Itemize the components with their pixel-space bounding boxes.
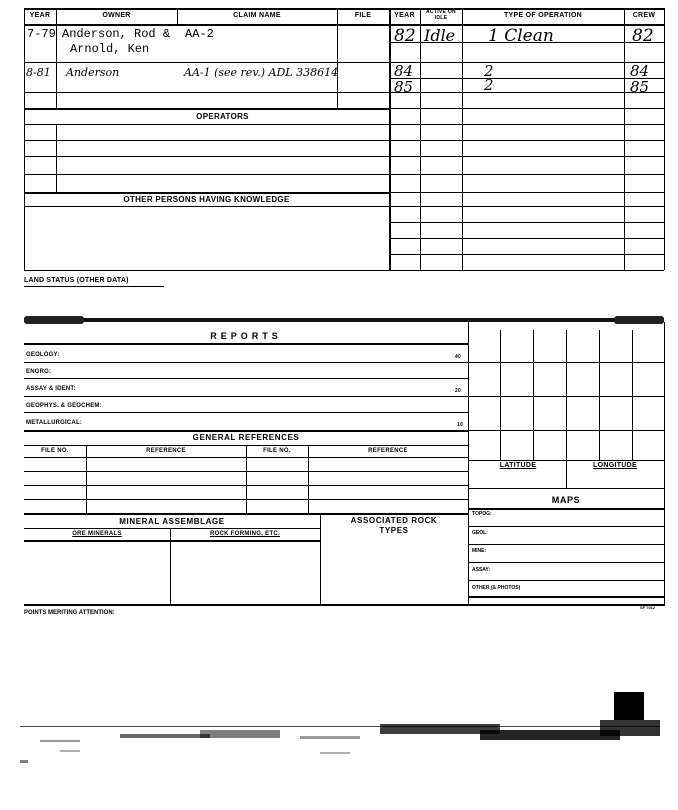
header-owner: OWNER	[102, 12, 131, 19]
owner-row-3-claim: AA-1 (see rev.) ADL 338614	[184, 66, 339, 79]
ops-row-1-year: 82	[394, 26, 416, 46]
owner-row-3-owner: Anderson	[66, 66, 120, 79]
maps-topog: TOPOG:	[472, 511, 492, 517]
gen-ref-reference-2: REFERENCE	[368, 448, 408, 454]
mineral-assemblage-title: MINERAL ASSEMBLAGE	[119, 517, 225, 526]
maps-assay: ASSAY:	[472, 567, 491, 573]
gen-ref-file-no-2: FILE NO.	[263, 448, 291, 454]
ops-row-1-status: Idle	[424, 26, 456, 45]
ops-row-2-type: 2	[484, 62, 494, 80]
report-metallurgical-label: METALLURGICAL:	[26, 420, 83, 426]
ops-row-1-type: 1 Clean	[488, 26, 554, 46]
land-status-label: LAND STATUS (OTHER DATA)	[24, 277, 129, 284]
reports-title: REPORTS	[210, 331, 282, 341]
header-year-ops: YEAR	[394, 12, 415, 19]
ops-row-3-year: 85	[394, 78, 414, 96]
owner-row-1-claim: AA-2	[185, 27, 214, 41]
maps-geol: GEOL:	[472, 530, 488, 536]
maps-other: OTHER (& PHOTOS)	[472, 585, 521, 591]
header-claim-name: CLAIM NAME	[233, 12, 281, 19]
report-geophys-label: GEOPHYS. & GEOCHEM:	[26, 403, 102, 409]
gen-ref-reference: REFERENCE	[146, 448, 186, 454]
operators-title: OPERATORS	[196, 112, 249, 121]
ops-row-3-type: 2	[484, 76, 494, 94]
report-metallurgical-num: 10	[457, 422, 463, 428]
owner-row-3-year: 8-81	[26, 66, 51, 79]
rock-forming-label: ROCK FORMING, ETC.	[209, 531, 281, 537]
scan-artifact-noise-band	[0, 700, 678, 770]
report-engrg-label: ENGRG:	[26, 369, 52, 375]
ops-row-2-year: 84	[394, 62, 414, 80]
associated-rock-types-title: ASSOCIATED ROCK TYPES	[350, 516, 438, 535]
longitude-label: LONGITUDE	[593, 462, 637, 469]
report-assay-num: 20	[455, 388, 461, 394]
latitude-label: LATITUDE	[499, 462, 537, 469]
header-active-idle: ACTIVE ON IDLE	[426, 9, 456, 21]
other-persons-title: OTHER PERSONS HAVING KNOWLEDGE	[123, 195, 290, 204]
ore-minerals-label: ORE MINERALS	[72, 531, 122, 537]
owner-row-1-year: 7-79	[27, 27, 56, 41]
header-file: FILE	[354, 12, 372, 19]
header-crew: CREW	[632, 12, 656, 19]
general-references-title: GENERAL REFERENCES	[192, 433, 300, 442]
header-type-of-operation: TYPE OF OPERATION	[503, 12, 583, 19]
owner-row-1-owner: Anderson, Rod &	[62, 27, 171, 41]
form-id: SF 7012	[640, 605, 656, 610]
ops-row-3-crew: 85	[630, 78, 650, 96]
report-assay-label: ASSAY & IDENT:	[26, 386, 76, 392]
report-geology-label: GEOLOGY:	[26, 352, 60, 358]
ops-row-1-crew: 82	[632, 26, 654, 46]
points-meriting-label: POINTS MERITING ATTENTION:	[24, 610, 115, 616]
owner-row-2-owner: Arnold, Ken	[70, 42, 150, 56]
report-geology-num: 40	[455, 354, 461, 360]
maps-title: MAPS	[551, 495, 581, 505]
gen-ref-file-no: FILE NO.	[41, 448, 69, 454]
maps-mine: MINE:	[472, 548, 487, 554]
header-year: YEAR	[29, 12, 51, 19]
ops-row-2-crew: 84	[630, 62, 650, 80]
